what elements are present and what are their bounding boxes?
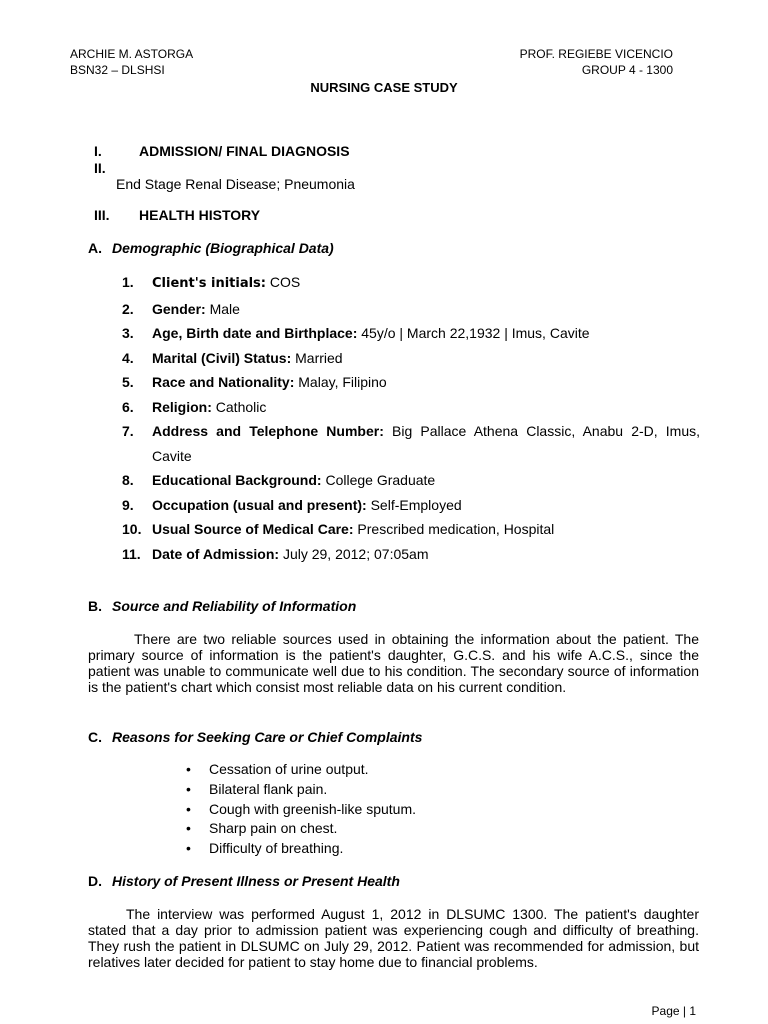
professor-name: PROF. REGIEBE VICENCIO <box>519 47 673 61</box>
item-label: Age, Birth date and Birthplace: <box>152 325 358 341</box>
item-label: Gender: <box>152 300 206 317</box>
group-label: GROUP 4 - 1300 <box>581 63 673 77</box>
list-item <box>186 819 416 839</box>
item-value: Catholic <box>215 398 267 415</box>
item-number: 11. <box>122 545 141 562</box>
item-label: Educational Background: <box>152 472 322 488</box>
item-number: 6. <box>122 398 134 415</box>
header-right <box>520 46 673 78</box>
item-number: 7. <box>122 423 134 439</box>
item-number: 10. <box>122 521 142 537</box>
list-item <box>186 800 416 820</box>
item-number: 9. <box>122 496 134 513</box>
list-item <box>122 542 700 567</box>
list-item <box>122 346 700 371</box>
item-label: Race and Nationality: <box>152 374 295 390</box>
subsection-b-letter: B. <box>88 598 102 614</box>
list-item <box>122 370 700 395</box>
section-1-number: I. <box>94 143 102 159</box>
page-number: Page | 1 <box>651 1004 696 1018</box>
bullet-icon: • <box>186 800 191 817</box>
student-section: BSN32 – DLSHSI <box>70 63 165 77</box>
list-item <box>122 517 700 542</box>
demographic-list <box>122 270 700 566</box>
section-1-title: ADMISSION/ FINAL DIAGNOSIS <box>139 143 350 159</box>
item-number: 3. <box>122 325 134 341</box>
bullet-icon: • <box>186 820 191 837</box>
subsection-a-title: Demographic (Biographical Data) <box>112 240 334 256</box>
item-label: Occupation (usual and present): <box>152 496 367 513</box>
list-item <box>122 419 700 468</box>
subsection-a-letter: A. <box>88 240 102 256</box>
item-value: College Graduate <box>325 472 436 488</box>
student-name: ARCHIE M. ASTORGA <box>70 47 194 61</box>
complaint-text: Cough with greenish-like sputum. <box>209 800 416 817</box>
bullet-icon: • <box>186 761 191 777</box>
section-3-number: III. <box>94 207 110 223</box>
item-label: Usual Source of Medical Care: <box>152 521 354 537</box>
subsection-d-title: History of Present Illness or Present Health <box>112 873 400 889</box>
item-value: 45y/o | March 22,1932 | Imus, Cavite <box>361 325 590 341</box>
item-number: 1. <box>122 274 134 290</box>
list-item <box>122 468 700 493</box>
section-3-title: HEALTH HISTORY <box>139 207 261 223</box>
item-number: 2. <box>122 300 134 317</box>
list-item <box>122 270 700 297</box>
bullet-icon: • <box>186 780 191 797</box>
list-item <box>122 493 700 518</box>
history-paragraph <box>88 906 699 970</box>
subsection-c-letter: C. <box>88 729 102 745</box>
complaint-text: Bilateral flank pain. <box>209 780 328 797</box>
list-item <box>122 297 700 322</box>
item-label: Address and Telephone Number: <box>152 423 384 439</box>
list-item <box>186 780 416 800</box>
complaint-text: Difficulty of breathing. <box>209 840 344 857</box>
subsection-d-letter: D. <box>88 873 102 889</box>
list-item <box>186 760 416 780</box>
complaint-text: Cessation of urine output. <box>209 761 369 777</box>
item-label: Client's initials: <box>152 276 266 291</box>
header-left <box>70 46 193 78</box>
document-title: NURSING CASE STUDY <box>310 80 458 95</box>
item-label: Religion: <box>152 398 212 415</box>
list-item <box>122 321 700 346</box>
item-value: Self-Employed <box>370 496 462 513</box>
list-item <box>122 395 700 420</box>
item-label: Marital (Civil) Status: <box>152 349 292 366</box>
complaints-list <box>186 760 416 859</box>
subsection-c-title: Reasons for Seeking Care or Chief Complaints <box>112 729 423 745</box>
item-value: Male <box>209 300 240 317</box>
item-value: Married <box>295 349 343 366</box>
complaint-text: Sharp pain on chest. <box>209 820 338 837</box>
item-number: 5. <box>122 374 134 390</box>
list-item <box>186 839 416 859</box>
diagnosis-text: End Stage Renal Disease; Pneumonia <box>116 176 355 192</box>
item-number: 8. <box>122 472 134 488</box>
item-value: Prescribed medication, Hospital <box>357 521 555 537</box>
item-value: Malay, Filipino <box>298 374 387 390</box>
bullet-icon: • <box>186 840 191 857</box>
section-2-number: II. <box>94 160 106 176</box>
history-paragraph-text: The interview was performed August 1, 2012 in DLSUMC 1300. The patient's daughter stated that a day prior to admission patient was experiencing cough and difficulty of breathing. They rush the patient in DLSUMC on July 29, 2012. Patient was recommended for admission, but relatives later decided for patient to stay home due to financial problems. <box>88 906 699 970</box>
item-value: Big Pallace Athena Classic, Anabu 2-D, Imus, Cavite <box>152 423 701 464</box>
item-value: July 29, 2012; 07:05am <box>282 545 429 562</box>
item-value: COS <box>269 274 301 290</box>
subsection-b-title: Source and Reliability of Information <box>112 598 357 614</box>
source-paragraph-text: There are two reliable sources used in obtaining the information about the patient. The primary source of information is the patient's daughter, G.C.S. and his wife A.C.S., since the patient was unable to communicate well due to his condition. The secondary source of information is the patient's chart which consist most reliable data on his current condition. <box>88 631 699 695</box>
item-label: Date of Admission: <box>152 545 280 562</box>
item-number: 4. <box>122 349 134 366</box>
source-paragraph <box>88 631 699 695</box>
